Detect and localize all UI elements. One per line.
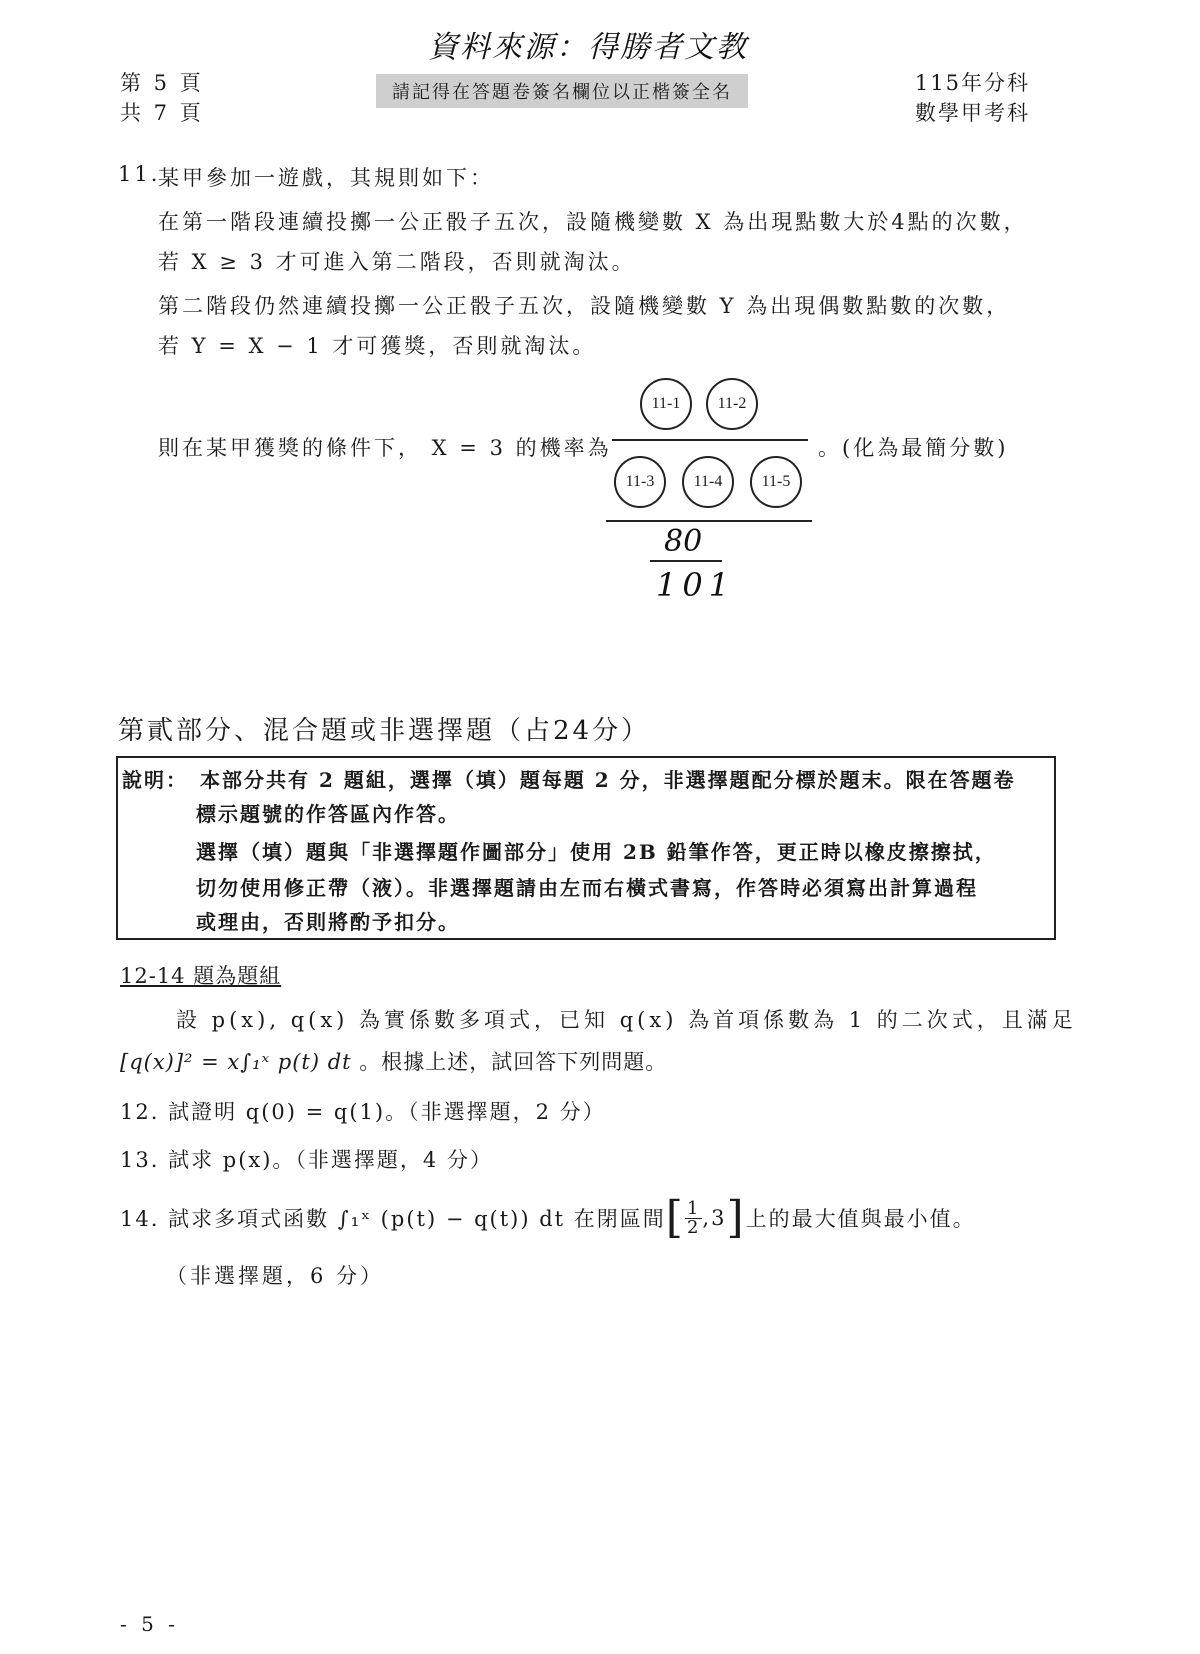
fraction-denominator: 2: [686, 1216, 701, 1238]
question-14-score: （非選擇題，6 分）: [166, 1264, 385, 1288]
answer-circle-11-2: 11-2: [706, 378, 758, 430]
question-group-stem-2: [120, 1046, 667, 1076]
answer-circle-11-3: 11-3: [614, 456, 666, 508]
question-group-stem-1: 設 p(x), q(x) 為實係數多項式，已知 q(x) 為首項係數為 1 的二次式，且滿足: [176, 1008, 1077, 1032]
answer-circle-11-4: 11-4: [682, 456, 734, 508]
year-subject: 115年分科: [914, 71, 1030, 95]
question-group-label: 12-14 題為題組: [120, 964, 282, 988]
stem-equation: [q(x)]² = x∫₁ˣ p(t) dt: [120, 1050, 352, 1074]
question-14-part-b: 上的最大值與最小值。: [745, 1207, 976, 1231]
handwritten-denominator: 101: [656, 566, 736, 604]
instructions-line-3: 選擇（填）題與「非選擇題作圖部分」使用 2B 鉛筆作答，更正時以橡皮擦擦拭，: [196, 840, 997, 864]
question-11-intro: 某甲參加一遊戲，其規則如下：: [158, 166, 494, 190]
left-bracket: [: [665, 1192, 685, 1243]
instructions-label: 說明：: [122, 768, 188, 792]
handwritten-numerator: 80: [664, 524, 703, 559]
answer-circle-11-1: 11-1: [640, 378, 692, 430]
stem-equation-tail: 。根據上述，試回答下列問題。: [359, 1050, 668, 1074]
source-handwritten-note: 資料來源：得勝者文教: [428, 30, 748, 65]
question-11-line1: 在第一階段連續投擲一公正骰子五次，設隨機變數 X 為出現點數大於4點的次數，: [158, 210, 1028, 234]
handwritten-fraction-bar: [650, 560, 722, 562]
instructions-line-5: 或理由，否則將酌予扣分。: [196, 910, 460, 934]
question-11-number: 11.: [118, 162, 161, 186]
page-number: 第 5 頁: [120, 71, 204, 95]
question-11-suffix: 。(化為最簡分數): [818, 436, 1009, 460]
interval-start-fraction: [685, 1197, 702, 1238]
instructions-line-1: 本部分共有 2 題組，選擇（填）題每題 2 分，非選擇題配分標於題末。限在答題卷: [200, 768, 1016, 792]
total-pages: 共 7 頁: [120, 101, 204, 125]
question-12: 12. 試證明 q(0) = q(1)。（非選擇題，2 分）: [120, 1100, 606, 1124]
question-14: [120, 1192, 976, 1243]
handwritten-separator: [606, 520, 812, 522]
question-11-line3: 第二階段仍然連續投擲一公正骰子五次，設隨機變數 Y 為出現偶數點數的次數，: [158, 294, 1011, 318]
footer-page-number: - 5 -: [120, 1612, 179, 1636]
question-13: 13. 試求 p(x)。（非選擇題，4 分）: [120, 1148, 493, 1172]
signature-banner: 請記得在答題卷簽名欄位以正楷簽全名: [376, 74, 748, 108]
instructions-line-2: 標示題號的作答區內作答。: [196, 802, 460, 826]
part-2-title: 第貳部分、混合題或非選擇題（占24分）: [118, 716, 651, 746]
instructions-line-4: 切勿使用修正帶（液）。非選擇題請由左而右橫式書寫，作答時必須寫出計算過程: [196, 876, 978, 900]
question-11-prompt: 則在某甲獲獎的條件下， X = 3 的機率為: [158, 436, 612, 460]
fraction-bar: [612, 439, 808, 441]
interval-end: ,3: [702, 1206, 727, 1230]
question-14-part-a: 14. 試求多項式函數 ∫₁ˣ (p(t) − q(t)) dt 在閉區間: [120, 1207, 666, 1231]
exam-name: 數學甲考科: [915, 101, 1030, 125]
answer-circle-11-5: 11-5: [750, 456, 802, 508]
right-bracket: ]: [726, 1192, 746, 1243]
fraction-numerator: 1: [686, 1197, 701, 1219]
question-11-line4: 若 Y = X − 1 才可獲獎，否則就淘汰。: [158, 334, 597, 358]
question-11-line2: 若 X ≥ 3 才可進入第二階段，否則就淘汰。: [158, 250, 636, 274]
